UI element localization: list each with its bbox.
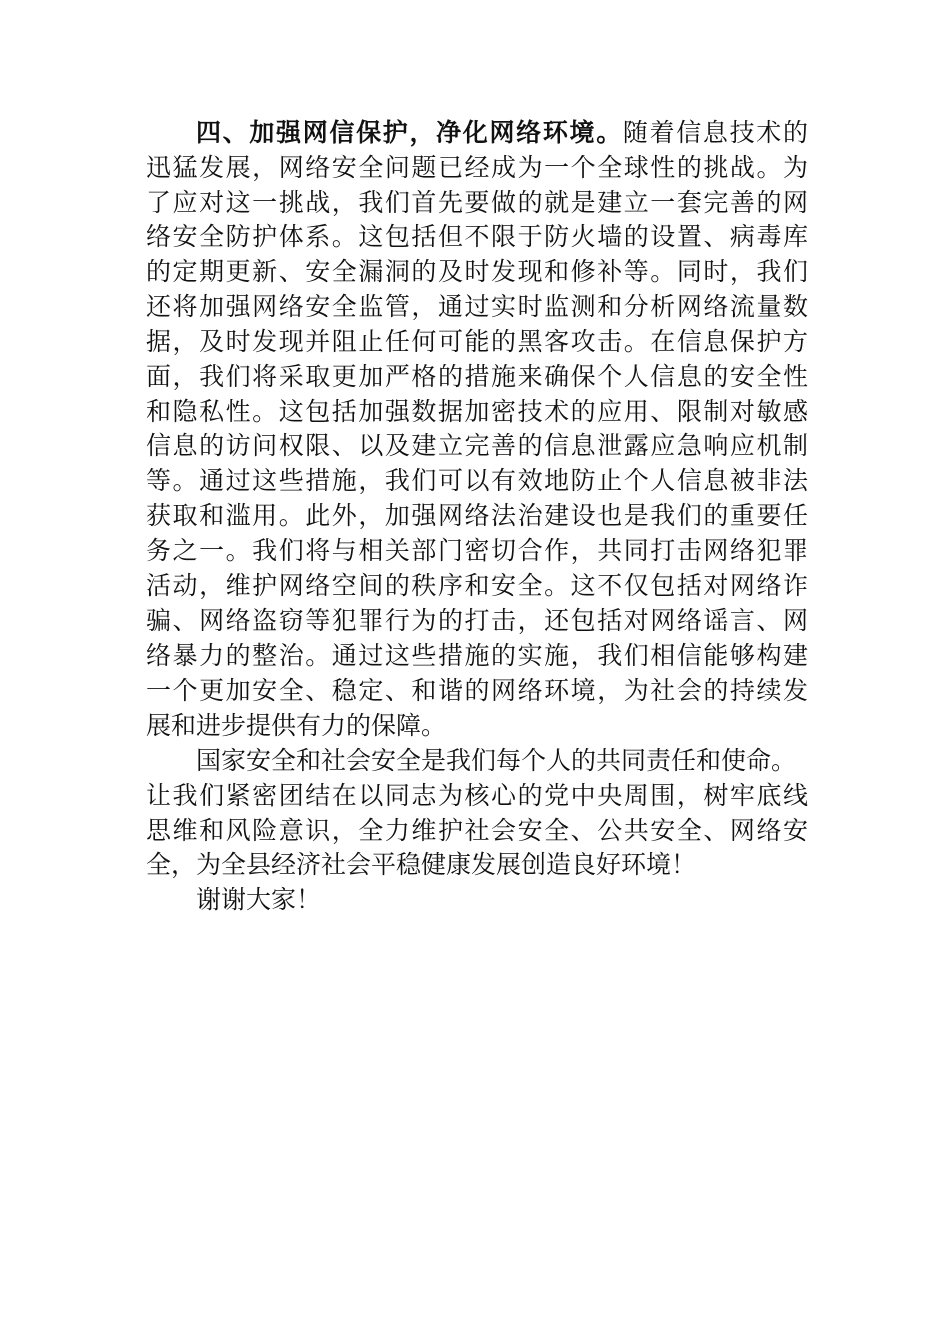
paragraph-1-line-2: 迅猛发展，网络安全问题已经成为一个全球性的挑战。为: [146, 153, 808, 182]
paragraph-1-line-11: 等。通过这些措施，我们可以有效地防止个人信息被非法: [146, 466, 808, 495]
paragraph-1-line-15: 骗、网络盗窃等犯罪行为的打击，还包括对网络谣言、网: [146, 606, 808, 635]
closing-thanks: 谢谢大家！: [196, 885, 322, 914]
paragraph-1-line-5: 的定期更新、安全漏洞的及时发现和修补等。同时，我们: [146, 257, 808, 286]
paragraph-2-line-4: 全，为全县经济社会平稳健康发展创造良好环境！: [146, 850, 697, 879]
paragraph-1-line-18: 展和进步提供有力的保障。: [146, 711, 447, 740]
paragraph-1-line-9: 和隐私性。这包括加强数据加密技术的应用、限制对敏感: [146, 397, 808, 426]
paragraph-1-line-7: 据，及时发现并阻止任何可能的黑客攻击。在信息保护方: [146, 327, 808, 356]
paragraph-1-line-13: 务之一。我们将与相关部门密切合作，共同打击网络犯罪: [146, 536, 808, 565]
paragraph-1-line-16: 络暴力的整治。通过这些措施的实施，我们相信能够构建: [146, 641, 808, 670]
paragraph-1-line-6: 还将加强网络安全监管，通过实时监测和分析网络流量数: [146, 292, 808, 321]
paragraph-2-line-2: 让我们紧密团结在以同志为核心的党中央周围，树牢底线: [146, 781, 808, 810]
paragraph-1-line-4: 络安全防护体系。这包括但不限于防火墙的设置、病毒库: [146, 222, 808, 251]
paragraph-1-line-8: 面，我们将采取更加严格的措施来确保个人信息的安全性: [146, 362, 808, 391]
paragraph-1-line-1-text: 随着信息技术的: [622, 118, 808, 147]
paragraph-1-line-3: 了应对这一挑战，我们首先要做的就是建立一套完善的网: [146, 188, 808, 217]
paragraph-1-line-12: 获取和滥用。此外，加强网络法治建设也是我们的重要任: [146, 501, 808, 530]
paragraph-2-line-3: 思维和风险意识，全力维护社会安全、公共安全、网络安: [146, 816, 808, 845]
paragraph-1-line-10: 信息的访问权限、以及建立完善的信息泄露应急响应机制: [146, 431, 808, 460]
paragraph-2-line-1: 国家安全和社会安全是我们每个人的共同责任和使命。: [196, 746, 797, 775]
section-heading: 四、加强网信保护，净化网络环境。: [196, 118, 623, 147]
paragraph-1-line-17: 一个更加安全、稳定、和谐的网络环境，为社会的持续发: [146, 676, 808, 705]
paragraph-1-line-1: [196, 118, 808, 148]
paragraph-1-line-14: 活动，维护网络空间的秩序和安全。这不仅包括对网络诈: [146, 571, 808, 600]
